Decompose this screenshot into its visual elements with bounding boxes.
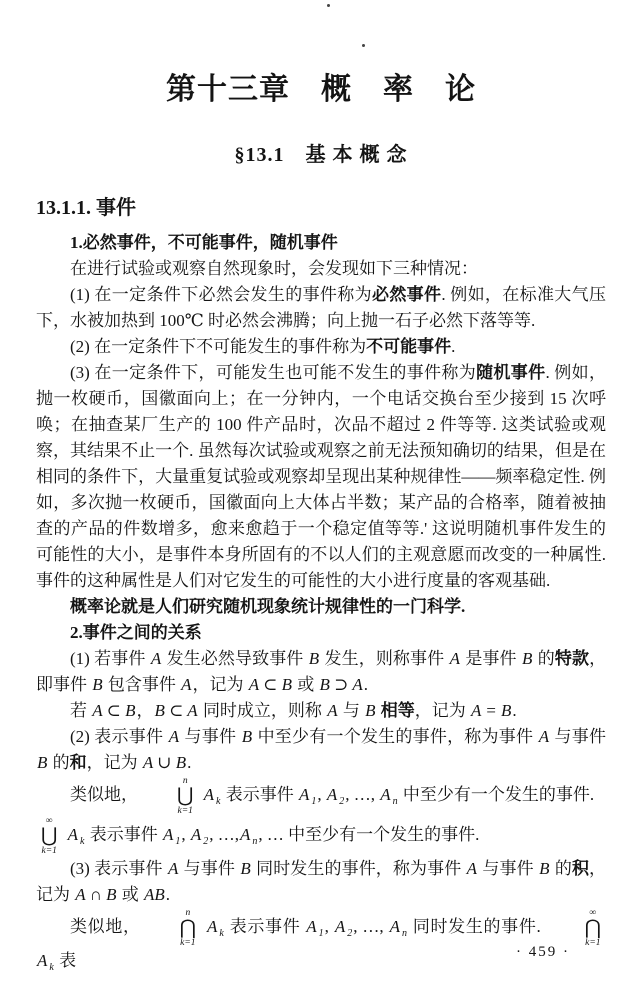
paragraph-union-infinite: ∞ ⋃ k=1 A $_k$ 表示事件 A $_1$, A $_2$, …,A $_n$, … 中至少有一个发生的事件.	[41, 816, 480, 856]
math-subscript: k	[49, 962, 54, 974]
math-symbol: A	[306, 916, 317, 936]
math-subscript: 1	[175, 836, 181, 848]
math-subscript: k	[80, 836, 85, 848]
math-symbol: A	[299, 784, 310, 804]
paragraph-union-finite: 类似地， n ⋃ k=1 A $_k$ 表示事件 A $_1$, A $_2$, …, A $_n$ 中至少有一个发生的事件.	[70, 776, 595, 816]
paragraph-probability-definition: 概率论就是人们研究随机现象统计规律性的一门科学.	[70, 597, 466, 616]
math-subscript: k	[216, 796, 221, 808]
math-symbol: A	[538, 727, 550, 746]
math-symbol: A	[206, 916, 218, 936]
paragraph-inclusion: (1) 若事件 A 发生必然导致事件 B 发生，则称事件 A 是事件 B 的特款，即事件 B 包含事件 A，记为 A ⊂ B 或 B ⊃ A.	[36, 649, 607, 694]
math-symbol: B	[539, 859, 550, 878]
page-number: · 459 ·	[516, 944, 570, 960]
math-symbol: A	[67, 824, 79, 844]
math-symbol: A	[203, 784, 215, 804]
paragraph-intersection-finite: 类似地， n ⋂ k=1 A $_k$ 表示事件 A $_1$, A $_2$, …, A $_n$ 同时发生的事件. ∞ ⋂ k=1 A $_k$ 表	[37, 908, 602, 974]
paragraph-random-event: (3) 在一定条件下，可能发生也可能不发生的事件称为随机事件. 例如，抛一枚硬币，国徽面向上；在一分钟内，一个电话交换台至少接到 15 次呼唤；在抽查某厂生产的 100 件产品时，次品不超过 2 件等等. 这类试验或观察，其结果不止一个. 虽然每次试验或观察之前无法预知确切的结果，但是在相同的条件下，大量重复试验或观察却呈现出某种规律性——频率稳定性. 例如，多次抛一枚硬币，国徽面向上大体占半数；某产品的合格率，随着被抽查的产品的件数增多，愈来愈趋于一个稳定值等等.' 这说明随机事件发生的可能性的大小，是事件本身所固有的不以人们的主观意愿而改变的一种属性. 事件的这种属性是人们对它发生的可能性的大小进行度量的客观基础.	[36, 363, 606, 590]
big-intersection-operator: n ⋂ k=1	[179, 908, 197, 948]
math-symbol: A	[150, 649, 162, 668]
math-symbol: A	[168, 727, 180, 746]
chapter-title: 第十三章 概 率 论	[166, 73, 476, 106]
paragraph-relations-heading: 2.事件之间的关系	[70, 623, 202, 642]
scan-speck	[362, 44, 365, 47]
math-subscript: k	[219, 928, 224, 940]
math-symbol: A ⊂ B	[92, 701, 136, 720]
paragraph-union: (2) 表示事件 A 与事件 B 中至少有一个发生的事件，称为事件 A 与事件 B 的和，记为 A ∪ B.	[37, 727, 607, 772]
math-symbol: B	[92, 675, 103, 694]
page-content	[0, 64, 640, 974]
math-symbol: A	[327, 701, 338, 720]
math-symbol: A	[466, 859, 478, 878]
scan-speck	[327, 4, 330, 7]
math-symbol: A ∪ B	[142, 753, 187, 772]
paragraph-event-types-heading: 1.必然事件，不可能事件，随机事件	[70, 233, 338, 252]
math-symbol: A	[190, 824, 202, 844]
math-symbol: A	[326, 784, 338, 804]
math-symbol: B	[365, 701, 376, 720]
math-subscript: 1	[318, 928, 324, 940]
paragraph-equality: 若 A ⊂ B，B ⊂ A 同时成立，则称 A 与 B 相等，记为 A = B.	[70, 701, 517, 720]
math-symbol: AB	[144, 885, 165, 904]
math-symbol: A	[449, 649, 460, 668]
math-symbol: B	[240, 859, 251, 878]
math-symbol: A = B	[470, 701, 512, 720]
math-subscript: 2	[203, 836, 209, 848]
big-union-operator: n ⋃ k=1	[177, 776, 194, 816]
math-subscript: n	[252, 836, 258, 848]
math-symbol: B ⊃ A	[319, 675, 363, 694]
paragraph-certain-event: (1) 在一定条件下必然会发生的事件称为必然事件. 例如，在标准大气压下，水被加热到 100℃ 时必然会沸腾；向上抛一石子必然下落等等.	[36, 285, 607, 330]
paragraph-intro: 在进行试验或观察自然现象时，会发现如下三种情况：	[70, 259, 478, 278]
math-symbol: A	[380, 784, 391, 804]
math-symbol: A	[334, 916, 346, 936]
math-symbol: A	[240, 824, 251, 844]
math-symbol: A	[389, 916, 400, 936]
math-symbol: A ∩ B	[75, 885, 117, 904]
math-symbol: A ⊂ B	[248, 675, 292, 694]
math-symbol: B ⊂ A	[154, 701, 198, 720]
subsection-title: 13.1.1. 事件	[36, 197, 136, 219]
paragraph-intersection: (3) 表示事件 A 与事件 B 同时发生的事件，称为事件 A 与事件 B 的积，记为 A ∩ B 或 AB.	[36, 859, 607, 904]
big-intersection-operator: ∞ ⋂ k=1	[584, 908, 602, 948]
math-symbol: A	[167, 859, 179, 878]
math-subscript: 2	[347, 928, 353, 940]
math-symbol: B	[521, 649, 533, 668]
math-symbol: B	[37, 753, 48, 772]
big-union-operator: ∞ ⋃ k=1	[41, 816, 58, 856]
math-symbol: B	[241, 727, 253, 746]
math-symbol: A	[163, 824, 174, 844]
section-title: §13.1 基 本 概 念	[234, 144, 408, 166]
math-subscript: 2	[339, 796, 345, 808]
math-subscript: n	[392, 796, 398, 808]
math-symbol: A	[181, 675, 192, 694]
math-subscript: n	[401, 928, 407, 940]
math-symbol: A	[37, 951, 48, 970]
math-subscript: 1	[311, 796, 317, 808]
paragraph-impossible-event: (2) 在一定条件下不可能发生的事件称为不可能事件.	[70, 337, 456, 356]
body-text	[36, 230, 606, 974]
math-symbol: B	[308, 649, 320, 668]
